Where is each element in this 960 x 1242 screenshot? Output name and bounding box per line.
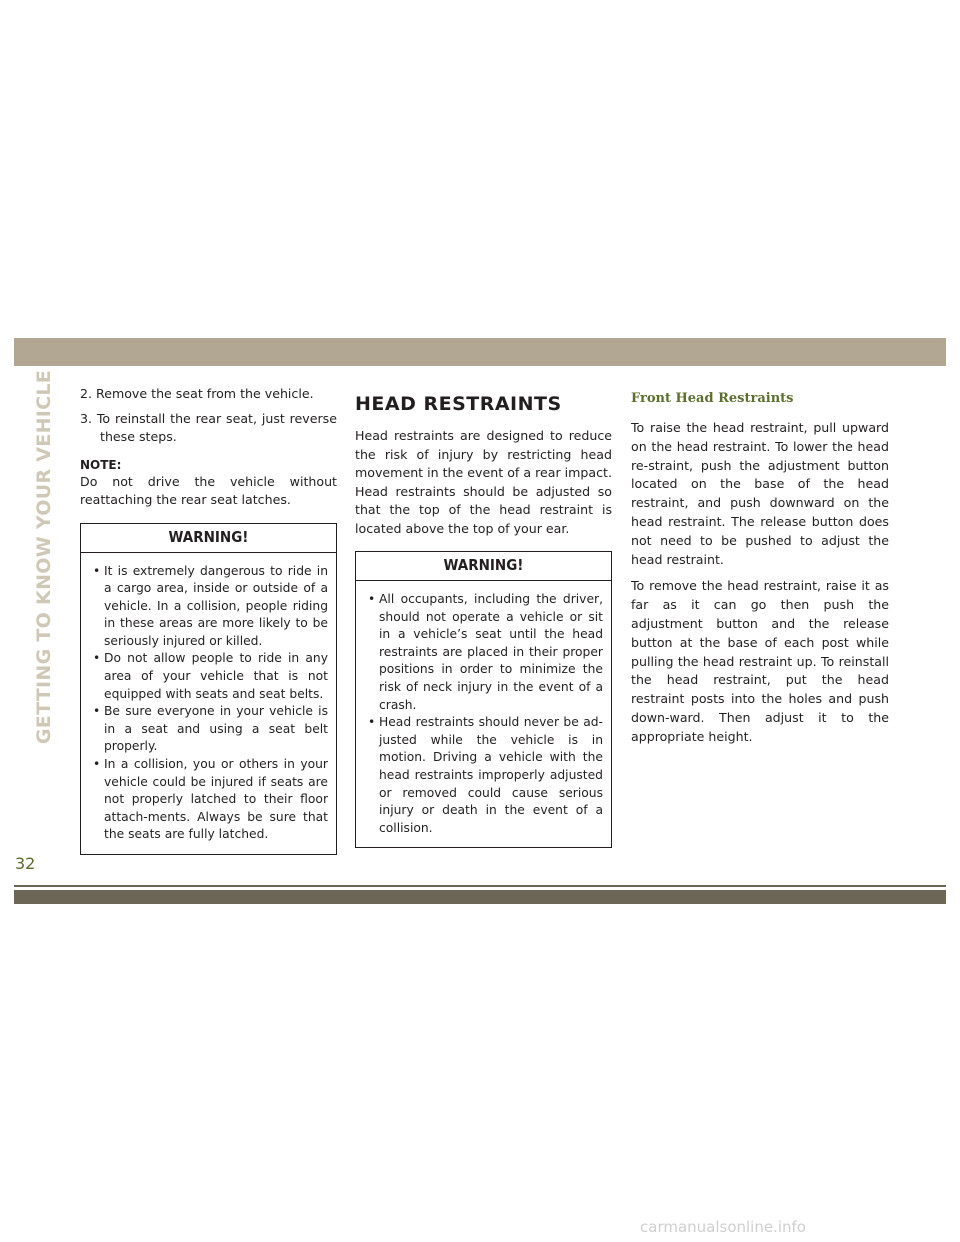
column-3 (631, 385, 889, 755)
intro-paragraph: Head restraints are designed to reduce the risk of injury by restricting head movement in the event of a rear impact. Head restraints should be adjusted so that the top of the head restraint is located above the top of your ear. (355, 428, 612, 536)
step-item: 2. Remove the seat from the vehicle. (80, 386, 314, 401)
warning-item: • It is extremely dangerous to ride in a cargo area, inside or outside of a vehicle. In a collision, people riding in these areas are more likely to be seriously injured or killed. (89, 563, 328, 651)
section-heading: HEAD RESTRAINTS (355, 393, 562, 415)
warning-item: • In a collision, you or others in your vehicle could be injured if seats are not properly latched to their floor attach-ments. Always be sure that the seats are fully latched. (89, 756, 328, 844)
page-number: 32 (15, 854, 36, 873)
warning-box-seats (80, 523, 337, 856)
warning-list (364, 591, 603, 837)
warning-list (89, 563, 328, 845)
warning-item: • Do not allow people to ride in any area of your vehicle that is not equipped with seats and seat belts. (89, 650, 328, 703)
subsection-heading: Front Head Restraints (631, 391, 794, 406)
watermark: carmanualsonline.info (640, 1218, 806, 1236)
step-item: 3. To reinstall the rear seat, just reverse these steps. (80, 410, 337, 444)
warning-body (81, 553, 336, 855)
section-side-title (32, 369, 56, 745)
footer-band (14, 890, 946, 904)
side-title-text: GETTING TO KNOW YOUR VEHICLE (33, 369, 55, 745)
steps-list (80, 385, 337, 447)
warning-item: • All occupants, including the driver, should not operate a vehicle or sit in a vehicle’s seat until the head restraints are placed in their proper positions in order to minimize the risk of neck injury in the event of a crash. (364, 591, 603, 714)
body-paragraph: To raise the head restraint, pull upward on the head restraint. To lower the head re-straint, push the adjustment button located on the base of the head restraint, and push downward on the head restraint. The release button does not need to be pushed to adjust the head restraint. (631, 420, 889, 567)
warning-body (356, 581, 611, 847)
warning-item: • Be sure everyone in your vehicle is in a seat and using a seat belt properly. (89, 703, 328, 756)
body-paragraph: To remove the head restraint, raise it as far as it can go then push the adjustment button and the release button at the base of each post while pulling the head restraint up. To reinstall the head restraint, put the head restraint posts into the holes and push down-ward. Then adjust it to the appropriate height. (631, 578, 889, 744)
header-band (14, 338, 946, 366)
note-label: NOTE: (80, 457, 122, 472)
note-text: Do not drive the vehicle without reattaching the rear seat latches. (80, 473, 337, 507)
footer-rule (14, 885, 946, 887)
warning-box-head-restraints (355, 551, 612, 848)
column-1 (80, 385, 337, 855)
warning-title: WARNING! (356, 552, 611, 581)
warning-title: WARNING! (81, 524, 336, 553)
warning-item: • Head restraints should never be ad-justed while the vehicle is in motion. Driving a vehicle with the head restraints improperly adjusted or removed could cause serious injury or death in the event of a collision. (364, 714, 603, 837)
column-2 (355, 385, 612, 848)
